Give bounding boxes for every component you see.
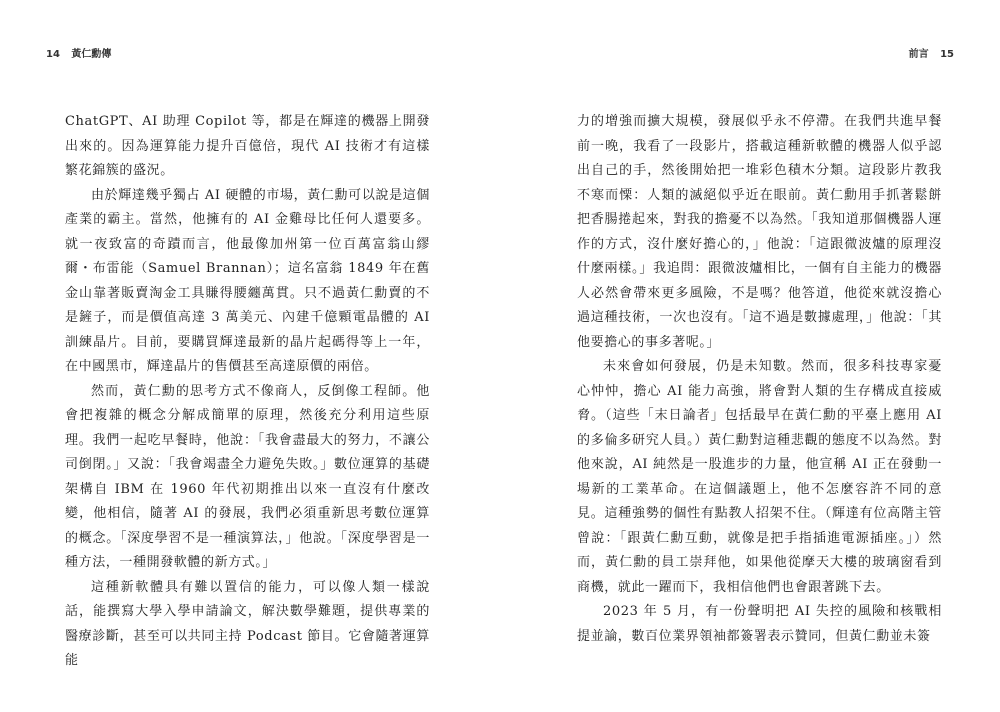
right-page-body bbox=[577, 110, 942, 649]
right-page bbox=[500, 0, 1000, 712]
paragraph: ChatGPT、AI 助理 Copilot 等，都是在輝達的機器上開發出來的。因為運算能力提升百億倍，現代 AI 技術才有這樣繁花錦簇的盛況。 bbox=[65, 114, 430, 178]
paragraph: 由於輝達幾乎獨占 AI 硬體的市場，黃仁勳可以說是這個產業的霸主。當然，他擁有的 AI 金雞母比任何人還要多。就一夜致富的奇蹟而言，他最像加州第一位百萬富翁山繆爾・布雷能（Samuel Brannan）；這名富翁 1849 年在舊金山靠著販賣淘金工具賺得腰纏萬貫。只不過黃仁勳賣的不是鏟子，而是價值高達 3 萬美元、內建千億顆電晶體的 AI 訓練晶片。目前，要購買輝達最新的晶片起碼得等上一年，在中國黑市，輝達晶片的售價甚至高達原價的兩倍。 bbox=[65, 187, 430, 374]
paragraph: 這種新軟體具有難以置信的能力，可以像人類一樣說話，能撰寫大學入學申請論文，解決數學難題，提供專業的醫療診斷，甚至可以共同主持 Podcast 節目。它會隨著運算能 bbox=[65, 579, 430, 668]
running-title: 前言 bbox=[908, 49, 929, 60]
right-page-header bbox=[909, 45, 962, 60]
paragraph: 力的增強而擴大規模，發展似乎永不停滯。在我們共進早餐前一晚，我看了一段影片，搭載這種新軟體的機器人似乎認出自己的手，然後開始把一堆彩色積木分類。這段影片教我不寒而慄：人類的滅絕似乎近在眼前。黃仁勳用手抓著鬆餅把香腸捲起來，對我的擔憂不以為然。「我知道那個機器人運作的方式，沒什麼好擔心的，」他說：「這跟微波爐的原理沒什麼兩樣。」我追問：跟微波爐相比，一個有自主能力的機器人必然會帶來更多風險，不是嗎？他答道，他從來就沒擔心過這種技術，一次也沒有。「這不過是數據處理，」他說：「其他要擔心的事多著呢。」 bbox=[577, 114, 942, 350]
running-title: 黃仁勳傳 bbox=[71, 49, 112, 60]
page-number: 15 bbox=[940, 49, 954, 60]
paragraph: 2023 年 5 月，有一份聲明把 AI 失控的風險和核戰相提並論，數百位業界領袖都簽署表示贊同，但黃仁勳並未簽 bbox=[577, 604, 942, 644]
left-page-header bbox=[38, 45, 111, 60]
left-page-body bbox=[65, 110, 430, 674]
paragraph: 然而，黃仁勳的思考方式不像商人，反倒像工程師。他會把複雜的概念分解成簡單的原理，然後充分利用這些原理。我們一起吃早餐時，他說：「我會盡最大的努力，不讓公司倒閉。」又說：「我會竭盡全力避免失敗。」數位運算的基礎架構自 IBM 在 1960 年代初期推出以來一直沒有什麼改變，他相信，隨著 AI 的發展，我們必須重新思考數位運算的概念。「深度學習不是一種演算法，」他說。「深度學習是一種方法，一種開發軟體的新方式。」 bbox=[65, 383, 430, 570]
paragraph: 未來會如何發展，仍是未知數。然而，很多科技專家憂心忡忡，擔心 AI 能力高強，將會對人類的生存構成直接威脅。（這些「末日論者」包括最早在黃仁勳的平臺上應用 AI 的多倫多研究人員。）黃仁勳對這種悲觀的態度不以為然。對他來說，AI 純然是一股進步的力量，他宣稱 AI 正在發動一場新的工業革命。在這個議題上，他不怎麼容許不同的意見。這種強勢的個性有點教人招架不住。（輝達有位高階主管曾說：「跟黃仁勳互動，就像是把手指插進電源插座。」）然而，黃仁勳的員工崇拜他，如果他從摩天大樓的玻璃窗看到商機，就此一躍而下，我相信他們也會跟著跳下去。 bbox=[577, 359, 942, 595]
page-number: 14 bbox=[46, 49, 60, 60]
